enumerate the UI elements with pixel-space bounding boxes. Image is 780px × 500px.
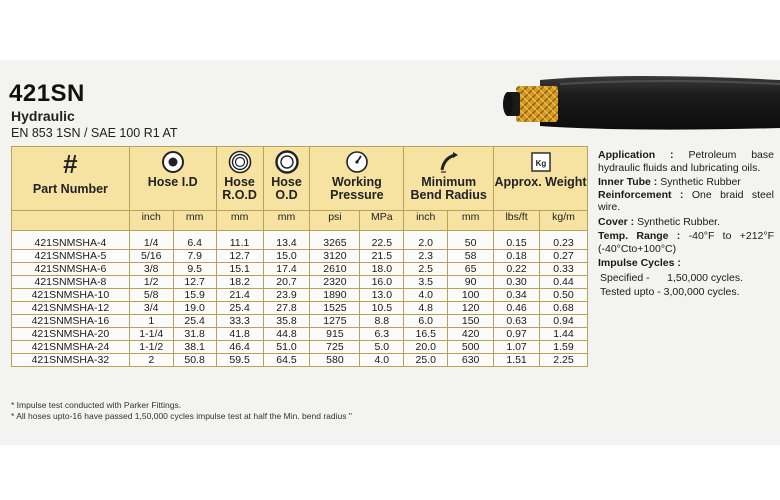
footnote: * Impulse test conducted with Parker Fittings. — [11, 400, 182, 410]
table-cell: 1.44 — [540, 328, 588, 341]
table-cell: 0.46 — [494, 302, 540, 315]
unit-mpa: MPa — [360, 211, 404, 231]
footnotes — [11, 400, 352, 422]
weight-icon — [529, 150, 553, 174]
pressure-gauge-icon — [345, 150, 369, 174]
header-part-number: # Part Number — [12, 147, 130, 211]
table-cell: 2 — [129, 354, 173, 367]
part-number-cell: 421SNMSHA-10 — [12, 289, 130, 302]
table-cell: 0.68 — [540, 302, 588, 315]
table-cell: 6.0 — [404, 315, 448, 328]
table-cell: 3.5 — [404, 276, 448, 289]
spec-tested: Tested upto - 3,00,000 cycles. — [600, 286, 740, 298]
table-row — [12, 328, 588, 341]
header-hose-od: Hose O.D — [263, 147, 310, 211]
table-cell: 46.4 — [216, 341, 263, 354]
table-cell: 3/8 — [129, 263, 173, 276]
table-cell: 1-1/2 — [129, 341, 173, 354]
table-cell: 18.2 — [216, 276, 263, 289]
table-body — [12, 231, 588, 367]
table-cell: 150 — [448, 315, 494, 328]
spec-table — [11, 146, 588, 367]
product-subtitle: Hydraulic — [11, 108, 75, 124]
table-cell: 1 — [129, 315, 173, 328]
table-cell: 35.8 — [263, 315, 310, 328]
header-hose-rod: Hose R.O.D — [216, 147, 263, 211]
table-cell: 2.3 — [404, 250, 448, 263]
table-cell: 50 — [448, 231, 494, 250]
table-cell: 10.5 — [360, 302, 404, 315]
table-cell: 59.5 — [216, 354, 263, 367]
table-cell: 4.0 — [404, 289, 448, 302]
table-cell: 7.9 — [173, 250, 216, 263]
table-cell: 2.25 — [540, 354, 588, 367]
part-number-cell: 421SNMSHA-6 — [12, 263, 130, 276]
header-bend-radius: Minimum Bend Radius — [404, 147, 494, 211]
table-row — [12, 263, 588, 276]
table-cell: 38.1 — [173, 341, 216, 354]
table-cell: 13.0 — [360, 289, 404, 302]
table-cell: 65 — [448, 263, 494, 276]
table-cell: 19.0 — [173, 302, 216, 315]
table-cell: 20.0 — [404, 341, 448, 354]
unit-inch: inch — [129, 211, 173, 231]
table-cell: 58 — [448, 250, 494, 263]
footnote: * All hoses upto-16 have passed 1,50,000 cycles impulse test at half the Min. bend radius " — [11, 411, 352, 421]
table-cell: 12.7 — [216, 250, 263, 263]
table-cell: 120 — [448, 302, 494, 315]
table-cell: 1890 — [310, 289, 360, 302]
unit-lbs-ft: lbs/ft — [494, 211, 540, 231]
table-cell: 725 — [310, 341, 360, 354]
table-cell: 44.8 — [263, 328, 310, 341]
table-row — [12, 354, 588, 367]
table-cell: 9.5 — [173, 263, 216, 276]
unit-psi: psi — [310, 211, 360, 231]
table-cell: 0.27 — [540, 250, 588, 263]
table-cell: 16.5 — [404, 328, 448, 341]
table-cell: 0.33 — [540, 263, 588, 276]
table-cell: 15.0 — [263, 250, 310, 263]
table-cell: 3/4 — [129, 302, 173, 315]
table-row — [12, 276, 588, 289]
table-cell: 100 — [448, 289, 494, 302]
table-cell: 500 — [448, 341, 494, 354]
table-cell: 50.8 — [173, 354, 216, 367]
table-row — [12, 341, 588, 354]
table-cell: 580 — [310, 354, 360, 367]
table-cell: 25.0 — [404, 354, 448, 367]
table-cell: 15.9 — [173, 289, 216, 302]
spec-application: Application : Petroleum base hydraulic fluids and lubricating oils. — [598, 149, 774, 174]
table-cell: 0.23 — [540, 231, 588, 250]
table-cell: 11.1 — [216, 231, 263, 250]
table-cell: 23.9 — [263, 289, 310, 302]
part-number-cell: 421SNMSHA-5 — [12, 250, 130, 263]
part-number-cell: 421SNMSHA-4 — [12, 231, 130, 250]
specifications-panel — [598, 149, 774, 301]
table-cell: 6.4 — [173, 231, 216, 250]
spec-inner-tube: Inner Tube : Synthetic Rubber — [598, 176, 741, 188]
table-cell: 3265 — [310, 231, 360, 250]
table-cell: 20.7 — [263, 276, 310, 289]
table-row — [12, 231, 588, 250]
table-cell: 1.07 — [494, 341, 540, 354]
table-cell: 17.4 — [263, 263, 310, 276]
part-number-cell: 421SNMSHA-20 — [12, 328, 130, 341]
table-cell: 5/16 — [129, 250, 173, 263]
table-cell: 4.0 — [360, 354, 404, 367]
part-number-cell: 421SNMSHA-12 — [12, 302, 130, 315]
product-title: 421SN — [9, 80, 85, 107]
table-cell: 5/8 — [129, 289, 173, 302]
table-cell: 41.8 — [216, 328, 263, 341]
hose-rod-icon — [228, 150, 252, 174]
table-cell: 1275 — [310, 315, 360, 328]
part-number-cell: 421SNMSHA-24 — [12, 341, 130, 354]
table-cell: 25.4 — [216, 302, 263, 315]
table-cell: 21.5 — [360, 250, 404, 263]
weight-icon-text: Kg — [535, 159, 546, 168]
hose-od-icon — [275, 150, 299, 174]
bend-radius-icon — [437, 150, 461, 174]
table-cell: 16.0 — [360, 276, 404, 289]
table-cell: 420 — [448, 328, 494, 341]
table-cell: 630 — [448, 354, 494, 367]
spec-reinforcement: Reinforcement : One braid steel wire. — [598, 188, 774, 213]
unit-inch: inch — [404, 211, 448, 231]
table-row — [12, 289, 588, 302]
table-cell: 1525 — [310, 302, 360, 315]
unit-kg-m: kg/m — [540, 211, 588, 231]
table-cell: 2610 — [310, 263, 360, 276]
hash-icon: # — [63, 149, 78, 179]
spec-specified: Specified - 1,50,000 cycles. — [600, 271, 743, 284]
table-cell: 2320 — [310, 276, 360, 289]
unit-mm: mm — [216, 211, 263, 231]
spec-impulse-cycles: Impulse Cycles : — [598, 257, 681, 269]
table-cell: 1/2 — [129, 276, 173, 289]
table-cell: 2.0 — [404, 231, 448, 250]
table-cell: 2.5 — [404, 263, 448, 276]
table-cell: 0.97 — [494, 328, 540, 341]
table-cell: 15.1 — [216, 263, 263, 276]
table-cell: 1/4 — [129, 231, 173, 250]
part-number-cell: 421SNMSHA-32 — [12, 354, 130, 367]
hose-id-icon — [161, 150, 185, 174]
table-cell: 0.63 — [494, 315, 540, 328]
unit-blank — [12, 211, 130, 231]
table-cell: 64.5 — [263, 354, 310, 367]
table-cell: 0.18 — [494, 250, 540, 263]
product-standard: EN 853 1SN / SAE 100 R1 AT — [11, 126, 178, 140]
part-number-cell: 421SNMSHA-16 — [12, 315, 130, 328]
spec-cover: Cover : Synthetic Rubber. — [598, 215, 720, 228]
table-cell: 13.4 — [263, 231, 310, 250]
table-cell: 5.0 — [360, 341, 404, 354]
table-cell: 6.3 — [360, 328, 404, 341]
table-cell: 0.22 — [494, 263, 540, 276]
header-working-pressure: Working Pressure — [310, 147, 404, 211]
table-cell: 21.4 — [216, 289, 263, 302]
table-cell: 0.44 — [540, 276, 588, 289]
table-cell: 1-1/4 — [129, 328, 173, 341]
table-cell: 0.94 — [540, 315, 588, 328]
table-cell: 1.59 — [540, 341, 588, 354]
table-cell: 22.5 — [360, 231, 404, 250]
table-cell: 33.3 — [216, 315, 263, 328]
table-cell: 90 — [448, 276, 494, 289]
table-cell: 4.8 — [404, 302, 448, 315]
unit-mm: mm — [448, 211, 494, 231]
table-cell: 25.4 — [173, 315, 216, 328]
unit-mm: mm — [173, 211, 216, 231]
table-cell: 3120 — [310, 250, 360, 263]
table-cell: 8.8 — [360, 315, 404, 328]
table-cell: 51.0 — [263, 341, 310, 354]
header-hose-id: Hose I.D — [129, 147, 216, 211]
table-cell: 0.30 — [494, 276, 540, 289]
spec-temp-range: Temp. Range : -40°F to +212°F (-40°Cto+100°C) — [598, 230, 774, 255]
table-cell: 0.15 — [494, 231, 540, 250]
table-cell: 18.0 — [360, 263, 404, 276]
table-cell: 31.8 — [173, 328, 216, 341]
hose-image — [500, 66, 780, 142]
table-cell: 915 — [310, 328, 360, 341]
table-cell: 0.34 — [494, 289, 540, 302]
table-row — [12, 302, 588, 315]
table-cell: 12.7 — [173, 276, 216, 289]
part-number-cell: 421SNMSHA-8 — [12, 276, 130, 289]
header-approx-weight: Kg Approx. Weight — [494, 147, 588, 211]
table-cell: 27.8 — [263, 302, 310, 315]
table-row — [12, 250, 588, 263]
unit-mm: mm — [263, 211, 310, 231]
table-row — [12, 315, 588, 328]
table-cell: 1.51 — [494, 354, 540, 367]
table-cell: 0.50 — [540, 289, 588, 302]
